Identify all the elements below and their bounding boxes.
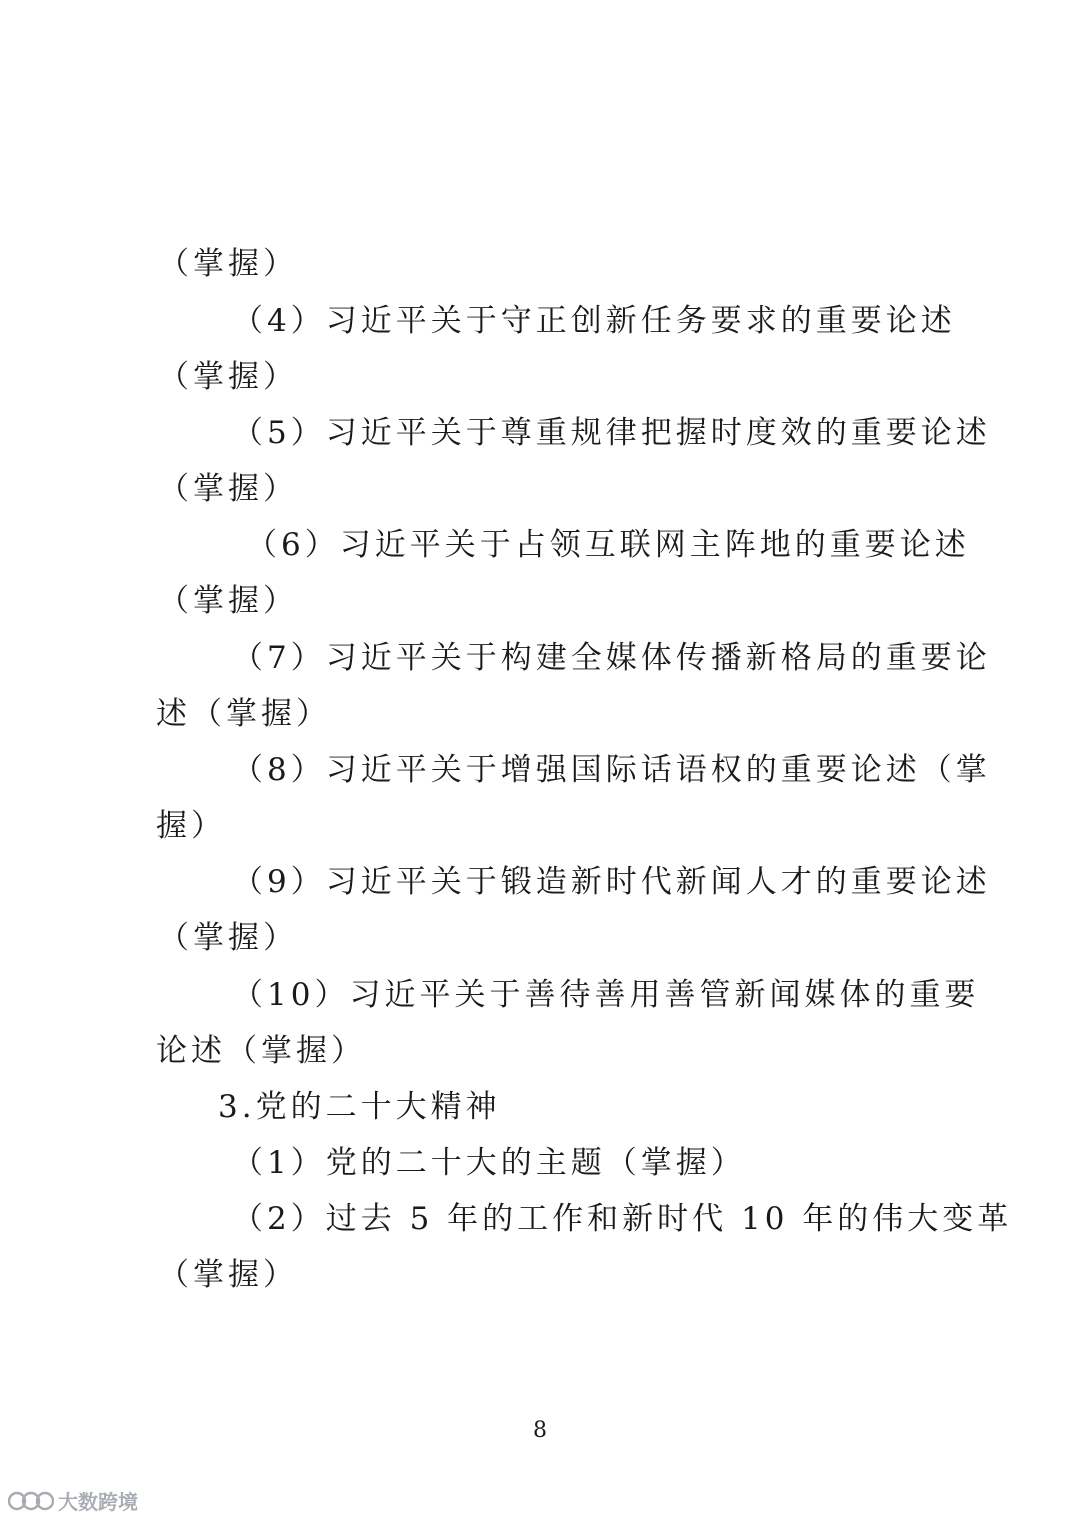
- logo-icon: [8, 1488, 54, 1514]
- page-number: 8: [533, 1418, 547, 1443]
- text-line: （6）习近平关于占领互联网主阵地的重要论述: [246, 527, 970, 563]
- text-line: 述（掌握）: [156, 696, 331, 732]
- text-line: 论述（掌握）: [156, 1033, 366, 1069]
- text-line: （掌握）: [158, 471, 298, 507]
- text-line: （4）习近平关于守正创新任务要求的重要论述: [232, 303, 956, 339]
- watermark-text: 大数跨境: [58, 1490, 138, 1514]
- text-line: （掌握）: [158, 583, 298, 619]
- text-line: （掌握）: [158, 1257, 298, 1293]
- text-line: （10）习近平关于善待善用善管新闻媒体的重要: [232, 977, 980, 1013]
- text-line: （掌握）: [158, 359, 298, 395]
- text-line: （掌握）: [158, 920, 298, 956]
- text-line: （5）习近平关于尊重规律把握时度效的重要论述: [232, 415, 991, 451]
- text-line: （掌握）: [158, 246, 298, 282]
- text-line: （7）习近平关于构建全媒体传播新格局的重要论: [232, 640, 991, 676]
- text-line: （8）习近平关于增强国际话语权的重要论述（掌: [232, 752, 991, 788]
- text-line: （1）党的二十大的主题（掌握）: [232, 1145, 746, 1181]
- text-line: 握）: [156, 808, 226, 844]
- text-line: （9）习近平关于锻造新时代新闻人才的重要论述: [232, 864, 991, 900]
- section-heading: 3.党的二十大精神: [218, 1089, 501, 1125]
- text-line: （2）过去 5 年的工作和新时代 10 年的伟大变革: [232, 1201, 1013, 1237]
- watermark: [8, 1486, 138, 1515]
